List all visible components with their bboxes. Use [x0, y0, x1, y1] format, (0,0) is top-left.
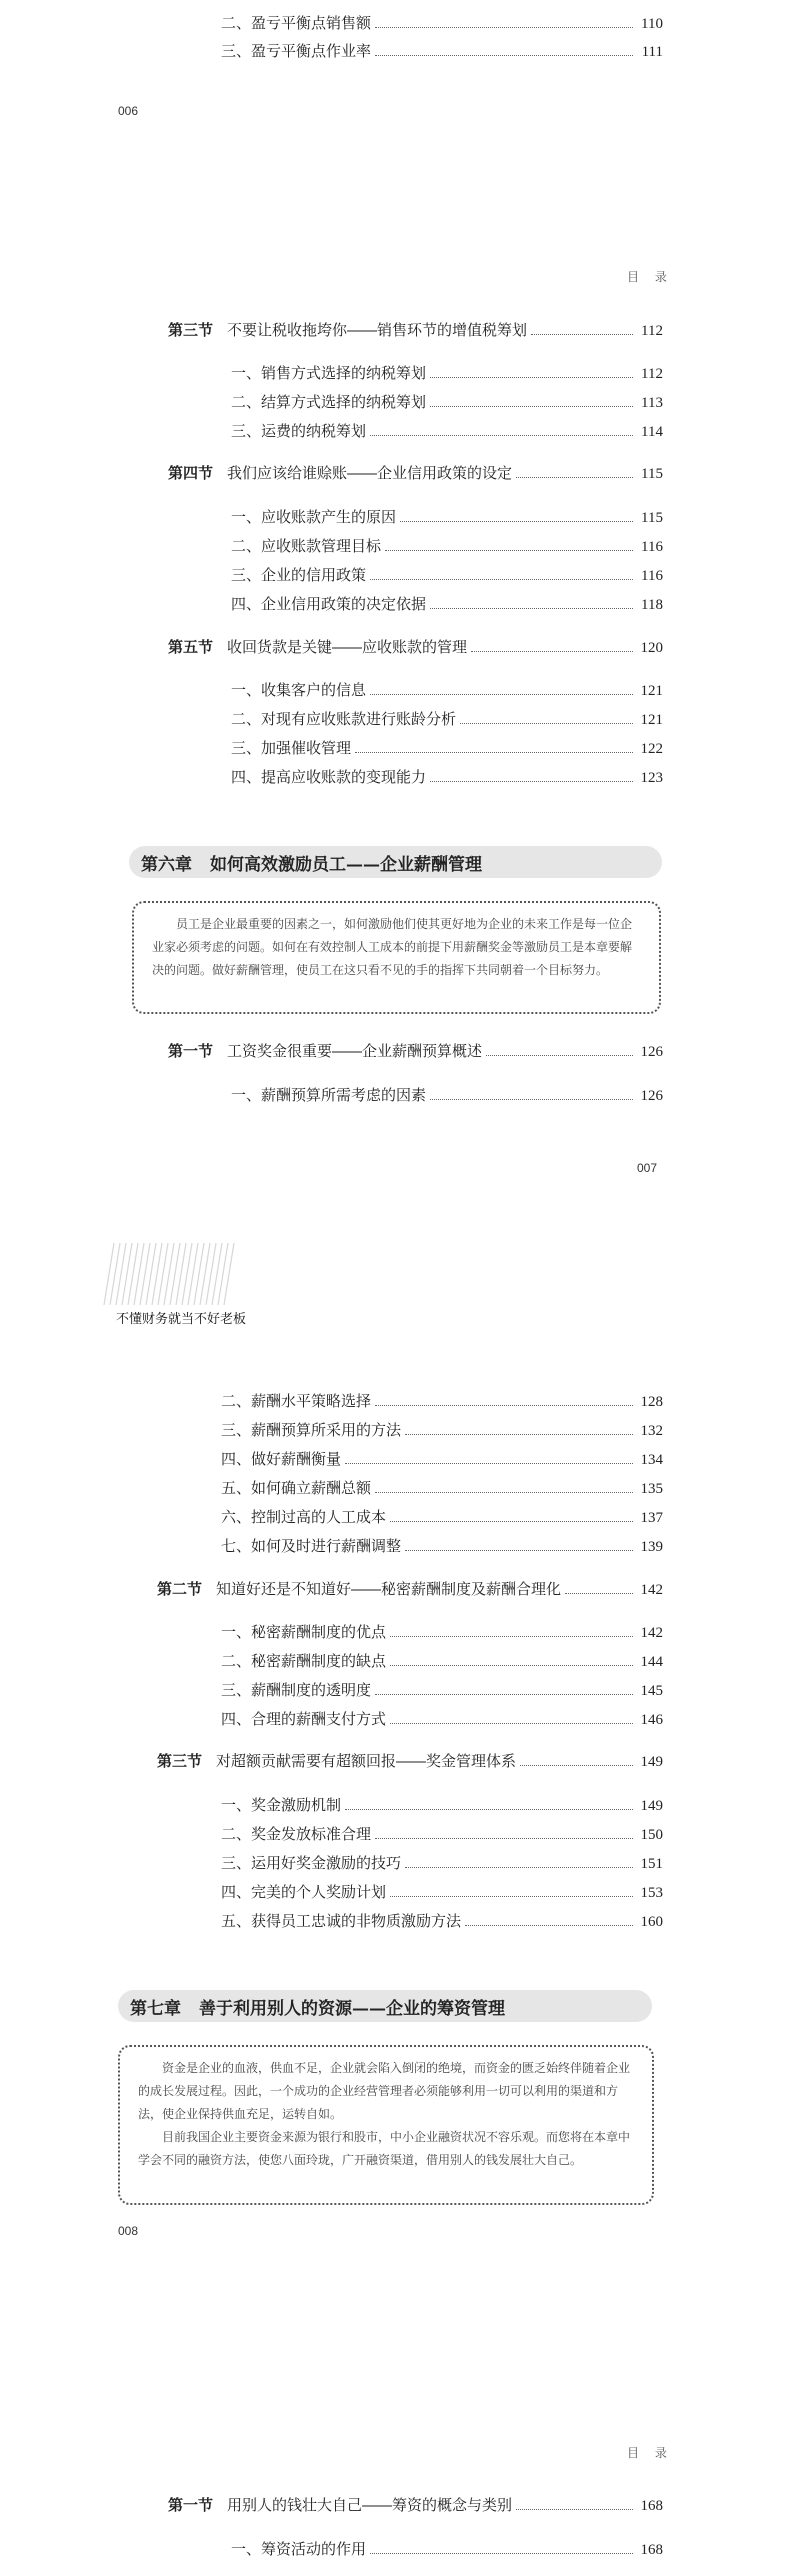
- toc-entry-page: 111: [641, 44, 663, 60]
- dot-leader: [345, 1809, 633, 1810]
- dot-leader: [405, 1434, 633, 1435]
- dot-leader: [400, 521, 633, 522]
- toc-entry-title: 二、应收账款管理目标: [231, 537, 382, 555]
- hatch-decoration: [100, 1243, 240, 1305]
- dot-leader: [370, 435, 633, 436]
- abstract-paragraph: 资金是企业的血液，供血不足，企业就会陷入倒闭的绝境，而资金的匮乏始终伴随着企业的成长发展过程。因此，一个成功的企业经营管理者必须能够利用一切可以利用的渠道和方法，使企业保持供血充足，运转自如。: [138, 2061, 631, 2121]
- toc-entry-title: 一、薪酬预算所需考虑的因素: [231, 1086, 427, 1104]
- dot-leader: [471, 651, 633, 652]
- dot-leader: [385, 550, 633, 551]
- dot-leader: [486, 1055, 633, 1056]
- dot-leader: [355, 752, 633, 753]
- chapter-title: 善于利用别人的资源——企业的筹资管理: [199, 1998, 505, 2019]
- toc-entry-title: 五、获得员工忠诚的非物质激励方法: [221, 1912, 462, 1930]
- toc-entry[interactable]: [231, 393, 663, 412]
- section-number: 第四节: [168, 465, 214, 482]
- toc-entry[interactable]: [221, 1796, 663, 1815]
- toc-entry[interactable]: [231, 566, 663, 585]
- chapter-heading[interactable]: [129, 846, 662, 878]
- toc-entry[interactable]: [221, 1710, 663, 1729]
- toc-entry[interactable]: [221, 1479, 663, 1498]
- toc-entry-page: 121: [640, 712, 663, 728]
- toc-entry-page: 110: [641, 16, 663, 32]
- toc-section[interactable]: [168, 465, 663, 483]
- running-head: 目 录: [627, 2446, 673, 2460]
- dot-leader: [430, 1099, 633, 1100]
- section-page: 142: [640, 1582, 663, 1598]
- toc-entry-page: 113: [641, 395, 663, 411]
- page-number: 007: [637, 1161, 658, 1175]
- toc-entry-page: 134: [640, 1452, 663, 1468]
- toc-entry-page: 121: [640, 683, 663, 699]
- toc-entry-title: 二、盈亏平衡点销售额: [221, 14, 372, 32]
- toc-entry[interactable]: [221, 1883, 663, 1902]
- dot-leader: [370, 2553, 633, 2554]
- toc-entry-title: 二、结算方式选择的纳税筹划: [231, 393, 427, 411]
- dot-leader: [390, 1723, 633, 1724]
- chapter-abstract: [132, 901, 661, 1014]
- toc-entry-page: 139: [640, 1539, 663, 1555]
- section-page: 112: [641, 323, 663, 339]
- dot-leader: [375, 1838, 633, 1839]
- toc-entry[interactable]: [221, 1681, 663, 1700]
- toc-entry-page: 135: [640, 1481, 663, 1497]
- toc-entry-page: 122: [640, 741, 663, 757]
- toc-entry-title: 一、奖金激励机制: [221, 1796, 342, 1814]
- toc-entry[interactable]: [231, 422, 663, 441]
- toc-entry[interactable]: [231, 2540, 663, 2559]
- section-number: 第一节: [168, 2497, 214, 2514]
- toc-entry-page: 132: [640, 1423, 663, 1439]
- toc-section[interactable]: [157, 1581, 663, 1599]
- toc-entry-title: 四、合理的薪酬支付方式: [221, 1710, 387, 1728]
- dot-leader: [531, 334, 633, 335]
- toc-entry[interactable]: [221, 1623, 663, 1642]
- dot-leader: [390, 1521, 633, 1522]
- section-title: 收回货款是关键——应收账款的管理: [227, 639, 468, 656]
- toc-entry[interactable]: [231, 537, 663, 556]
- toc-entry-title: 四、完美的个人奖励计划: [221, 1883, 387, 1901]
- toc-section[interactable]: [157, 1753, 663, 1771]
- toc-entry-title: 三、盈亏平衡点作业率: [221, 42, 372, 60]
- toc-entry[interactable]: [221, 1537, 663, 1556]
- toc-entry-title: 三、薪酬制度的透明度: [221, 1681, 372, 1699]
- dot-leader: [370, 694, 633, 695]
- toc-entry-page: 146: [640, 1712, 663, 1728]
- toc-entry-page: 118: [641, 597, 663, 613]
- toc-entry-title: 三、企业的信用政策: [231, 566, 367, 584]
- toc-entry-title: 五、如何确立薪酬总额: [221, 1479, 372, 1497]
- section-page: 126: [640, 1044, 663, 1060]
- dot-leader: [390, 1896, 633, 1897]
- running-head: 目 录: [627, 270, 673, 284]
- toc-entry[interactable]: [231, 739, 663, 758]
- dot-leader: [516, 2509, 633, 2510]
- section-page: 168: [640, 2498, 663, 2514]
- dot-leader: [405, 1550, 633, 1551]
- toc-entry[interactable]: [221, 1392, 663, 1411]
- toc-entry[interactable]: [221, 1508, 663, 1527]
- toc-entry-title: 二、奖金发放标准合理: [221, 1825, 372, 1843]
- dot-leader: [375, 55, 633, 56]
- toc-entry[interactable]: [231, 508, 663, 527]
- toc-entry-page: 144: [640, 1654, 663, 1670]
- dot-leader: [430, 608, 633, 609]
- toc-entry-title: 四、提高应收账款的变现能力: [231, 768, 427, 786]
- dot-leader: [390, 1636, 633, 1637]
- dot-leader: [565, 1593, 633, 1594]
- toc-entry-title: 三、运用好奖金激励的技巧: [221, 1854, 402, 1872]
- toc-entry-title: 一、应收账款产生的原因: [231, 508, 397, 526]
- toc-entry-page: 149: [640, 1798, 663, 1814]
- toc-entry[interactable]: [231, 710, 663, 729]
- toc-entry-title: 一、秘密薪酬制度的优点: [221, 1623, 387, 1641]
- page-number: 006: [118, 104, 139, 118]
- toc-entry-page: 128: [640, 1394, 663, 1410]
- toc-entry[interactable]: [221, 1652, 663, 1671]
- section-number: 第五节: [168, 639, 214, 656]
- toc-entry-title: 六、控制过高的人工成本: [221, 1508, 387, 1526]
- dot-leader: [516, 477, 633, 478]
- toc-entry[interactable]: [221, 14, 663, 33]
- toc-entry[interactable]: [221, 1854, 663, 1873]
- section-title: 不要让税收拖垮你——销售环节的增值税筹划: [227, 322, 528, 339]
- chapter-title: 如何高效激励员工——企业薪酬管理: [210, 854, 482, 875]
- toc-entry-title: 二、薪酬水平策略选择: [221, 1392, 372, 1410]
- toc-entry-page: 123: [640, 770, 663, 786]
- dot-leader: [405, 1867, 633, 1868]
- dot-leader: [465, 1925, 633, 1926]
- toc-entry-title: 二、秘密薪酬制度的缺点: [221, 1652, 387, 1670]
- toc-entry[interactable]: [221, 1421, 663, 1440]
- dot-leader: [430, 406, 633, 407]
- section-number: 第三节: [168, 322, 214, 339]
- toc-entry-title: 一、筹资活动的作用: [231, 2540, 367, 2558]
- toc-entry-title: 一、销售方式选择的纳税筹划: [231, 364, 427, 382]
- toc-entry-title: 三、薪酬预算所采用的方法: [221, 1421, 402, 1439]
- toc-entry-page: 153: [640, 1885, 663, 1901]
- dot-leader: [520, 1765, 633, 1766]
- toc-entry[interactable]: [231, 595, 663, 614]
- dot-leader: [430, 781, 633, 782]
- toc-entry-title: 四、做好薪酬衡量: [221, 1450, 342, 1468]
- abstract-text: 员工是企业最重要的因素之一，如何激励他们使其更好地为企业的未来工作是每一位企业家必须考虑的问题。如何在有效控制人工成本的前提下用薪酬奖金等激励员工是本章要解决的问题。做好薪酬管理，使员工在这只看不见的手的指挥下共同朝着一个目标努力。: [152, 917, 633, 977]
- section-number: 第二节: [157, 1581, 203, 1598]
- toc-entry-page: 126: [640, 1088, 663, 1104]
- toc-entry-page: 142: [640, 1625, 663, 1641]
- toc-entry[interactable]: [221, 1450, 663, 1469]
- toc-entry-page: 145: [640, 1683, 663, 1699]
- toc-entry-page: 151: [640, 1856, 663, 1872]
- section-title: 用别人的钱壮大自己——筹资的概念与类别: [227, 2497, 513, 2514]
- section-title: 工资奖金很重要——企业薪酬预算概述: [227, 1043, 483, 1060]
- toc-entry-page: 160: [640, 1914, 663, 1930]
- section-page: 115: [641, 466, 663, 482]
- toc-entry[interactable]: [231, 768, 663, 787]
- toc-entry-page: 115: [641, 510, 663, 526]
- dot-leader: [375, 27, 633, 28]
- toc-entry-page: 168: [640, 2542, 663, 2558]
- toc-section[interactable]: [168, 639, 663, 657]
- abstract-paragraph: 目前我国企业主要资金来源为银行和股市，中小企业融资状况不容乐观。而您将在本章中学会不同的融资方法，使您八面玲珑，广开融资渠道，借用别人的钱发展壮大自己。: [138, 2130, 631, 2167]
- toc-entry-page: 116: [641, 539, 663, 555]
- dot-leader: [375, 1405, 633, 1406]
- toc-entry-page: 114: [641, 424, 663, 440]
- dot-leader: [460, 723, 633, 724]
- toc-entry-title: 二、对现有应收账款进行账龄分析: [231, 710, 457, 728]
- toc-section[interactable]: [168, 322, 663, 340]
- toc-entry-title: 三、运费的纳税筹划: [231, 422, 367, 440]
- toc-entry-page: 116: [641, 568, 663, 584]
- section-title: 我们应该给谁赊账——企业信用政策的设定: [227, 465, 513, 482]
- dot-leader: [430, 377, 633, 378]
- toc-entry[interactable]: [221, 42, 663, 61]
- toc-entry[interactable]: [221, 1825, 663, 1844]
- dot-leader: [390, 1665, 633, 1666]
- toc-entry-title: 三、加强催收管理: [231, 739, 352, 757]
- section-page: 120: [640, 640, 663, 656]
- book-title-banner: 不懂财务就当不好老板: [116, 1311, 247, 1326]
- dot-leader: [375, 1492, 633, 1493]
- toc-entry-page: 112: [641, 366, 663, 382]
- section-page: 149: [640, 1754, 663, 1770]
- chapter-number: 第六章: [141, 854, 192, 875]
- chapter-number: 第七章: [130, 1998, 181, 2019]
- toc-entry-title: 四、企业信用政策的决定依据: [231, 595, 427, 613]
- toc-section[interactable]: [168, 2497, 663, 2515]
- toc-section[interactable]: [168, 1043, 663, 1061]
- toc-entry-title: 一、收集客户的信息: [231, 681, 367, 699]
- chapter-heading[interactable]: [118, 1990, 652, 2022]
- dot-leader: [375, 1694, 633, 1695]
- toc-entry[interactable]: [231, 1086, 663, 1105]
- toc-entry[interactable]: [231, 364, 663, 383]
- toc-entry-title: 七、如何及时进行薪酬调整: [221, 1537, 402, 1555]
- toc-entry[interactable]: [231, 681, 663, 700]
- dot-leader: [370, 579, 633, 580]
- page-number: 008: [118, 2224, 139, 2238]
- toc-entry-page: 137: [640, 1510, 663, 1526]
- chapter-abstract: [118, 2045, 654, 2205]
- toc-entry[interactable]: [221, 1912, 663, 1931]
- section-title: 知道好还是不知道好——秘密薪酬制度及薪酬合理化: [216, 1581, 562, 1598]
- dot-leader: [345, 1463, 633, 1464]
- section-number: 第三节: [157, 1753, 203, 1770]
- section-number: 第一节: [168, 1043, 214, 1060]
- section-title: 对超额贡献需要有超额回报——奖金管理体系: [216, 1753, 517, 1770]
- toc-entry-page: 150: [640, 1827, 663, 1843]
